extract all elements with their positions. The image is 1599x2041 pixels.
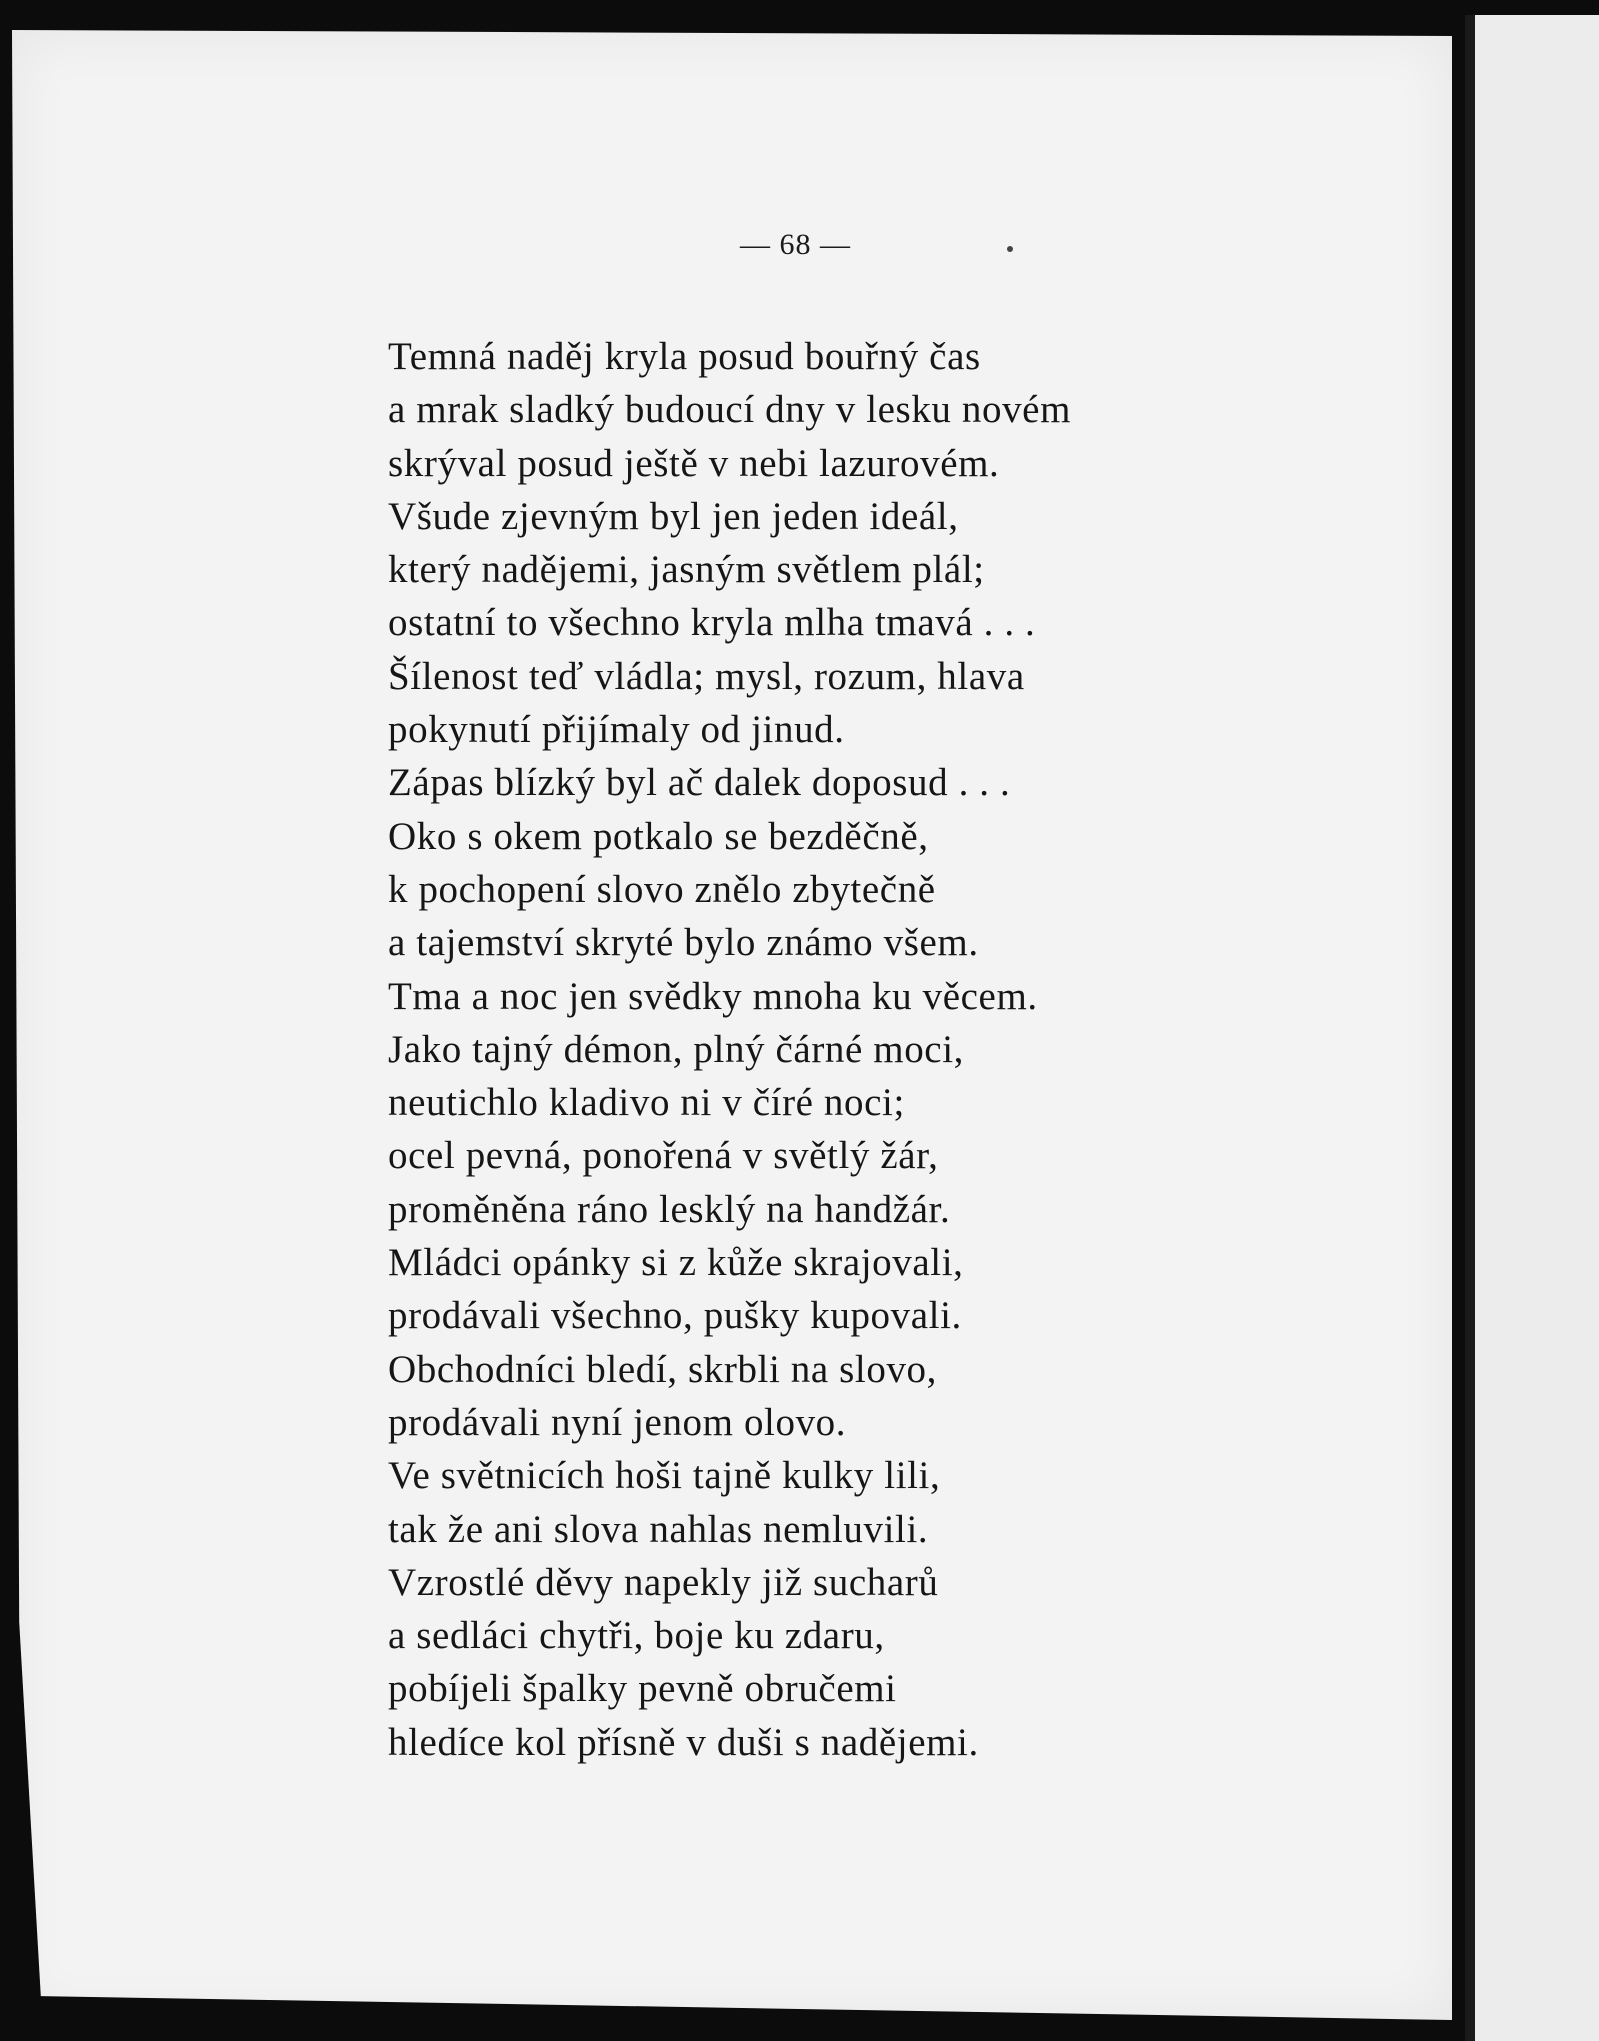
ink-speck	[1007, 246, 1013, 252]
poem-line: k pochopení slovo znělo zbytečně	[388, 867, 936, 911]
poem-line: tak že ani slova nahlas nemluvili.	[388, 1507, 929, 1551]
poem-line: prodávali nyní jenom olovo.	[388, 1400, 847, 1444]
poem-line: a tajemství skryté bylo známo všem.	[388, 921, 979, 965]
poem-line: který nadějemi, jasným světlem plál;	[388, 548, 985, 592]
poem-line: Oko s okem potkalo se bezděčně,	[388, 814, 929, 858]
poem-line: ostatní to všechno kryla mlha tmavá . . .	[388, 601, 1036, 645]
poem-line: Temná naděj kryla posud bouřný čas	[388, 335, 981, 378]
poem-line: Obchodníci bledí, skrbli na slovo,	[388, 1347, 937, 1391]
poem-line: neutichlo kladivo ni v číré noci;	[388, 1081, 905, 1125]
poem-line: a mrak sladký budoucí dny v lesku novém	[388, 388, 1072, 432]
poem-line: pokynutí přijímaly od jinud.	[388, 708, 845, 752]
poem-line: Ve světnicích hoši tajně kulky lili,	[388, 1454, 941, 1498]
page-number: — 68 —	[740, 228, 851, 261]
poem-line: Tma a noc jen svědky mnoha ku věcem.	[388, 974, 1038, 1018]
poem-line: Všude zjevným byl jen jeden ideál,	[388, 494, 959, 538]
poem-line: Zápas blízký byl ač dalek doposud . . .	[388, 761, 1011, 805]
poem-line: hledíce kol přísně v duši s nadějemi.	[388, 1720, 979, 1764]
poem-line: skrýval posud ještě v nebi lazurovém.	[388, 441, 1000, 485]
poem-line: a sedláci chytři, boje ku zdaru,	[388, 1614, 885, 1658]
poem-line: proměněna ráno lesklý na handžár.	[388, 1187, 951, 1231]
facing-page	[1475, 15, 1599, 2041]
poem-line: Vzrostlé děvy napekly již sucharů	[388, 1560, 939, 1604]
poem-text	[388, 330, 1408, 1769]
poem-line: Mládci opánky si z kůže skrajovali,	[388, 1241, 964, 1285]
poem-line: Šílenost teď vládla; mysl, rozum, hlava	[388, 654, 1025, 698]
poem-line: ocel pevná, ponořená v světlý žár,	[388, 1134, 939, 1178]
poem-line: Jako tajný démon, plný čárné moci,	[388, 1027, 964, 1071]
poem-line: pobíjeli špalky pevně obručemi	[388, 1667, 897, 1711]
poem-line: prodávali všechno, pušky kupovali.	[388, 1294, 962, 1338]
